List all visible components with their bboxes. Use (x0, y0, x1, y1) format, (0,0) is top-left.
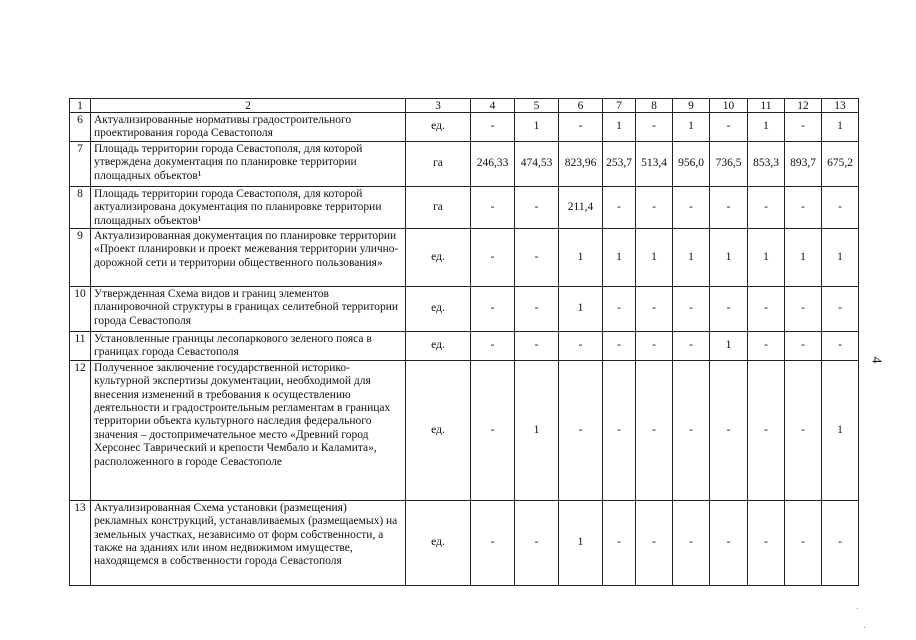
row-number: 12 (70, 360, 91, 500)
indicator-name: Площадь территории города Севастополя, для которой утверждена документация по планировке территории площадных объектов¹ (91, 141, 406, 186)
value-cell: - (748, 287, 785, 332)
value-cell: 1 (673, 113, 710, 142)
header-cell: 11 (748, 99, 785, 113)
row-number: 7 (70, 141, 91, 186)
value-cell: - (710, 500, 748, 585)
value-cell: - (603, 186, 636, 228)
value-cell: - (673, 186, 710, 228)
row-number: 11 (70, 332, 91, 361)
value-cell: - (673, 360, 710, 500)
value-cell: - (603, 332, 636, 361)
value-cell: 1 (673, 229, 710, 287)
scan-speck (857, 608, 858, 609)
value-cell: - (822, 500, 859, 585)
value-cell: - (822, 186, 859, 228)
value-cell: 1 (822, 229, 859, 287)
table-row (70, 141, 859, 186)
value-cell: 1 (822, 360, 859, 500)
value-cell: - (603, 287, 636, 332)
value-cell: - (710, 113, 748, 142)
value-cell: - (515, 500, 559, 585)
value-cell: - (636, 113, 673, 142)
table-row (70, 360, 859, 500)
value-cell: 1 (603, 229, 636, 287)
indicator-name: Актуализированные нормативы градостроительного проектирования города Севастополя (91, 113, 406, 142)
header-cell: 2 (91, 99, 406, 113)
header-cell: 6 (559, 99, 603, 113)
row-number: 8 (70, 186, 91, 228)
table-row (70, 113, 859, 142)
table-body (70, 99, 859, 586)
header-cell: 8 (636, 99, 673, 113)
row-number: 9 (70, 229, 91, 287)
value-cell: - (636, 332, 673, 361)
value-cell: - (673, 332, 710, 361)
value-cell: - (785, 113, 822, 142)
value-cell: 253,7 (603, 141, 636, 186)
value-cell: - (748, 332, 785, 361)
value-cell: - (822, 332, 859, 361)
value-cell: - (636, 186, 673, 228)
value-cell: 1 (822, 113, 859, 142)
indicator-name: Площадь территории города Севастополя, для которой актуализирована документация по планировке территории площадных объектов¹ (91, 186, 406, 228)
value-cell: - (785, 186, 822, 228)
value-cell: 1 (785, 229, 822, 287)
value-cell: - (636, 500, 673, 585)
value-cell: - (748, 500, 785, 585)
row-number: 10 (70, 287, 91, 332)
value-cell: - (471, 113, 515, 142)
table-row (70, 287, 859, 332)
value-cell: 1 (710, 332, 748, 361)
header-cell: 4 (471, 99, 515, 113)
value-cell: 1 (559, 229, 603, 287)
value-cell: 956,0 (673, 141, 710, 186)
value-cell: 1 (515, 113, 559, 142)
header-cell: 3 (406, 99, 471, 113)
table-row (70, 186, 859, 228)
value-cell: - (471, 500, 515, 585)
value-cell: - (636, 360, 673, 500)
table-row (70, 500, 859, 585)
header-cell: 10 (710, 99, 748, 113)
value-cell: 1 (603, 113, 636, 142)
value-cell: - (559, 360, 603, 500)
row-number: 13 (70, 500, 91, 585)
header-cell: 7 (603, 99, 636, 113)
value-cell: 211,4 (559, 186, 603, 228)
table-header-row (70, 99, 859, 113)
value-cell: - (785, 360, 822, 500)
value-cell: 823,96 (559, 141, 603, 186)
row-number: 6 (70, 113, 91, 142)
value-cell: - (471, 229, 515, 287)
value-cell: - (515, 287, 559, 332)
header-cell: 1 (70, 99, 91, 113)
value-cell: - (710, 287, 748, 332)
unit-cell: ед. (406, 113, 471, 142)
table-row (70, 332, 859, 361)
value-cell: 1 (559, 500, 603, 585)
unit-cell: га (406, 141, 471, 186)
unit-cell: ед. (406, 287, 471, 332)
value-cell: - (785, 332, 822, 361)
value-cell: 513,4 (636, 141, 673, 186)
value-cell: 1 (636, 229, 673, 287)
value-cell: - (748, 360, 785, 500)
value-cell: - (710, 360, 748, 500)
unit-cell: ед. (406, 360, 471, 500)
value-cell: - (471, 360, 515, 500)
unit-cell: ед. (406, 229, 471, 287)
value-cell: 853,3 (748, 141, 785, 186)
header-cell: 13 (822, 99, 859, 113)
value-cell: - (673, 500, 710, 585)
value-cell: - (673, 287, 710, 332)
value-cell: - (471, 186, 515, 228)
value-cell: 1 (515, 360, 559, 500)
value-cell: - (785, 287, 822, 332)
value-cell: 893,7 (785, 141, 822, 186)
value-cell: - (471, 332, 515, 361)
value-cell: - (710, 186, 748, 228)
value-cell: 1 (748, 229, 785, 287)
scan-speck (864, 627, 865, 628)
value-cell: - (785, 500, 822, 585)
value-cell: 1 (748, 113, 785, 142)
value-cell: - (603, 360, 636, 500)
unit-cell: ед. (406, 332, 471, 361)
value-cell: - (515, 332, 559, 361)
value-cell: 675,2 (822, 141, 859, 186)
value-cell: 1 (710, 229, 748, 287)
value-cell: - (748, 186, 785, 228)
value-cell: - (603, 500, 636, 585)
indicator-name: Установленные границы лесопаркового зеленого пояса в границах города Севастополя (91, 332, 406, 361)
value-cell: - (471, 287, 515, 332)
value-cell: - (559, 113, 603, 142)
value-cell: - (559, 332, 603, 361)
value-cell: - (515, 186, 559, 228)
indicator-name: Полученное заключение государственной историко-культурной экспертизы документации, необходимой для внесения изменений в требования к осуществлению деятельности и градостроительным регламентам в границах территории объекта культурного наследия федерального значения – достопримечательное место «Древний город Херсонес Таврический и крепости Чембало и Каламита», расположенного в городе Севастополе (91, 360, 406, 500)
header-cell: 12 (785, 99, 822, 113)
value-cell: 246,33 (471, 141, 515, 186)
indicator-name: Утвержденная Схема видов и границ элементов планировочной структуры в границах селитебной территории города Севастополя (91, 287, 406, 332)
value-cell: 736,5 (710, 141, 748, 186)
indicator-name: Актуализированная документация по планировке территории «Проект планировки и проект межевания территории улично-дорожной сети и территории общественного пользования» (91, 229, 406, 287)
unit-cell: ед. (406, 500, 471, 585)
indicator-name: Актуализированная Схема установки (размещения) рекламных конструкций, устанавливаемых (размещаемых) на земельных участках, независимо от форм собственности, а также на зданиях или ином недвижимом имуществе, находящемся в собственности города Севастополя (91, 500, 406, 585)
data-table (69, 98, 859, 586)
page-number: 4 (868, 356, 884, 364)
value-cell: 474,53 (515, 141, 559, 186)
value-cell: - (822, 287, 859, 332)
value-cell: - (515, 229, 559, 287)
value-cell: - (636, 287, 673, 332)
header-cell: 5 (515, 99, 559, 113)
value-cell: 1 (559, 287, 603, 332)
unit-cell: га (406, 186, 471, 228)
header-cell: 9 (673, 99, 710, 113)
table-row (70, 229, 859, 287)
